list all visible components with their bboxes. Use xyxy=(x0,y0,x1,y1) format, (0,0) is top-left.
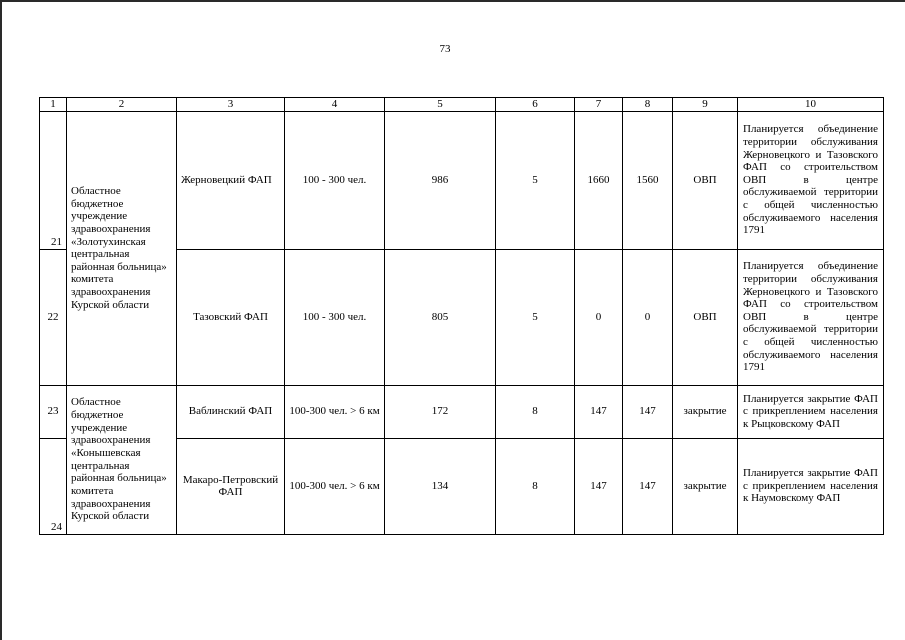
column-7-value: 0 xyxy=(575,249,623,385)
row-number: 24 xyxy=(40,438,67,534)
column-6-value: 8 xyxy=(496,385,575,438)
column-8-value: 1560 xyxy=(623,111,673,249)
column-5-value: 134 xyxy=(385,438,496,534)
column-header: 7 xyxy=(575,98,623,112)
facilities-table xyxy=(39,97,884,535)
row-number: 21 xyxy=(40,111,67,249)
column-header: 3 xyxy=(177,98,285,112)
column-header: 2 xyxy=(67,98,177,112)
table-header-row xyxy=(40,98,884,112)
column-header: 5 xyxy=(385,98,496,112)
scan-border-left xyxy=(0,0,2,640)
row-number: 22 xyxy=(40,249,67,385)
table-row xyxy=(40,385,884,438)
column-8-value: 0 xyxy=(623,249,673,385)
plan-note: Планируется объединение территории обслуживания Жерновецкого и Тазовского ФАП со строительством ОВП в центре обслуживаемой территории с общей численностью обслуживаемого населения 1791 xyxy=(738,111,884,249)
column-6-value: 5 xyxy=(496,249,575,385)
facility-name: Макаро-Петровский ФАП xyxy=(177,438,285,534)
column-6-value: 5 xyxy=(496,111,575,249)
column-5-value: 172 xyxy=(385,385,496,438)
column-5-value: 986 xyxy=(385,111,496,249)
planned-action: ОВП xyxy=(673,111,738,249)
column-7-value: 1660 xyxy=(575,111,623,249)
column-6-value: 8 xyxy=(496,438,575,534)
planned-action: закрытие xyxy=(673,385,738,438)
column-header: 10 xyxy=(738,98,884,112)
population-range: 100 - 300 чел. xyxy=(285,249,385,385)
column-header: 6 xyxy=(496,98,575,112)
column-5-value: 805 xyxy=(385,249,496,385)
population-range: 100-300 чел. > 6 км xyxy=(285,385,385,438)
plan-note: Планируется закрытие ФАП с прикреплением населения к Наумовскому ФАП xyxy=(738,438,884,534)
column-8-value: 147 xyxy=(623,438,673,534)
table-row xyxy=(40,111,884,249)
plan-note: Планируется закрытие ФАП с прикреплением населения к Рыцковскому ФАП xyxy=(738,385,884,438)
column-8-value: 147 xyxy=(623,385,673,438)
facility-name: Жерновецкий ФАП xyxy=(177,111,285,249)
population-range: 100 - 300 чел. xyxy=(285,111,385,249)
organization-cell: Областное бюджетное учреждение здравоохранения «Конышевская центральная районная больница» комитета здравоохранения Курской области xyxy=(67,385,177,534)
page-number: 73 xyxy=(439,43,451,55)
column-header: 9 xyxy=(673,98,738,112)
column-header: 1 xyxy=(40,98,67,112)
organization-cell: Областное бюджетное учреждение здравоохранения «Золотухинская центральная районная больница» комитета здравоохранения Курской области xyxy=(67,111,177,385)
planned-action: закрытие xyxy=(673,438,738,534)
facility-name: Ваблинский ФАП xyxy=(177,385,285,438)
column-header: 8 xyxy=(623,98,673,112)
plan-note: Планируется объединение территории обслуживания Жерновецкого и Тазовского ФАП со строительством ОВП в центре обслуживаемой территории с общей численностью обслуживаемого населения 1791 xyxy=(738,249,884,385)
column-header: 4 xyxy=(285,98,385,112)
population-range: 100-300 чел. > 6 км xyxy=(285,438,385,534)
facility-name: Тазовский ФАП xyxy=(177,249,285,385)
column-7-value: 147 xyxy=(575,385,623,438)
scan-border-top xyxy=(0,0,905,2)
row-number: 23 xyxy=(40,385,67,438)
column-7-value: 147 xyxy=(575,438,623,534)
planned-action: ОВП xyxy=(673,249,738,385)
